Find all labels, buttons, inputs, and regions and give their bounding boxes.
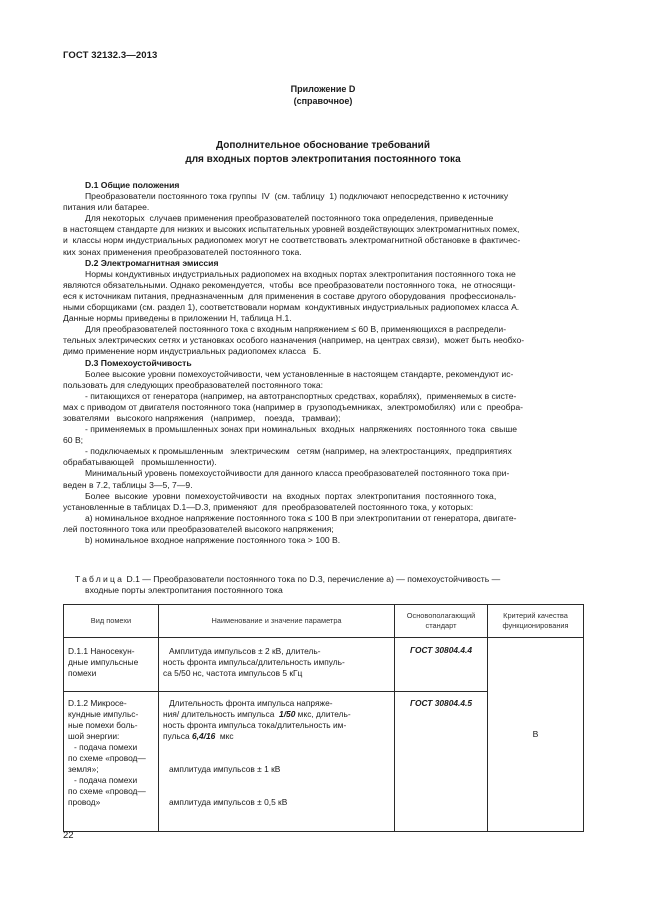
- text-line: Нормы кондуктивных индустриальных радиопомех на входных портах электропитания постоянного тока не: [85, 268, 516, 279]
- table-cell: D.1.2 Микросе- кундные импульс- ные помехи боль- шой энергии: - подача помехи по схеме «провод— земля»; - подача помехи по схеме «провод— провод»: [64, 692, 159, 832]
- text-line: Для некоторых случаев применения преобразователей постоянного тока определения, приведенные: [85, 213, 494, 224]
- column-header: Наименование и значение параметра: [159, 605, 395, 638]
- text-line: пользовать для следующих преобразователей постоянного тока:: [63, 379, 323, 390]
- page-number: 22: [63, 830, 74, 841]
- column-header: Основополагающий стандарт: [395, 605, 488, 638]
- table-cell: Амплитуда импульсов ± 2 кВ, длитель- ность фронта импульса/длительность импуль- са 5/50 нс, частота импульсов 5 кГц: [159, 638, 395, 692]
- criterion-cell: В: [488, 638, 584, 832]
- column-header: Критерий качества функционирования: [488, 605, 584, 638]
- text-line: - применяемых в промышленных зонах при номинальных входных напряжениях постоянного тока свыше: [85, 424, 518, 435]
- text-line: лей постоянного тока или преобразователей высокого напряжения;: [63, 523, 334, 534]
- column-header: Вид помехи: [64, 605, 159, 638]
- document-title-line2: для входных портов электропитания постоянного тока: [185, 154, 461, 165]
- text-line: еся к источникам питания, предназначенным для применения в составе другого оборудования профессиональ-: [63, 290, 517, 301]
- document-title-line1: Дополнительное обоснование требований: [216, 140, 430, 151]
- text-line: веден в 7.2, таблицы 3—5, 7—9.: [63, 479, 193, 490]
- section-d1: [63, 180, 593, 546]
- text-line: и классы норм индустриальных радиопомех могут не соответствовать электромагнитной обстановке в фактичес-: [63, 235, 521, 246]
- text-line: мах с приводом от двигателя постоянного тока (например в грузоподъемниках, электромобилях) или с преобра-: [63, 401, 523, 412]
- text-line: - подключаемых к промышленным электрическим сетям (например, на электростанциях, предприятиях: [85, 446, 512, 457]
- text-line: Преобразователи постоянного тока группы IV (см. таблицу 1) подключают непосредственно к источнику: [85, 191, 509, 202]
- text-line: Более высокие уровни помехоустойчивости, чем установленные в настоящем стандарте, рекомендуют ис-: [85, 368, 514, 379]
- text-line: Данные нормы приведены в приложении H, таблица H.1.: [63, 313, 292, 324]
- table-cell: Длительность фронта импульса напряже- ния/ длительность импульса 1/50 мкс, длитель- ность фронта импульса тока/длительность им- пульса 6,4/16 мкс амплитуда импульсов ± 1 кВ амплитуда импульсов ± 0,5 кВ: [159, 692, 395, 832]
- text-line: 60 В;: [63, 435, 84, 446]
- text-line: питания или батарее.: [63, 202, 150, 213]
- table-caption: Таблица D.1 — Преобразователи постоянного тока по D.3, перечисление а) — помехоустойчивость — входные порты электропитания постоянного тока: [75, 574, 501, 595]
- annex-title: Приложение D: [290, 84, 356, 94]
- text-line: тельных электрических сетях и установках особого назначения (например, на центрах связи), может быть необхо-: [63, 335, 525, 346]
- table-row: [64, 638, 584, 692]
- text-line: Для преобразователей постоянного тока с входным напряжением ≤ 60 В, применяющихся в распредели-: [85, 324, 507, 335]
- text-line: установленные в таблицах D.1—D.3, применяют для преобразователей постоянного тока, у которых:: [63, 501, 474, 512]
- text-line: в настоящем стандарте для низких и высоких испытательных уровней воздействующих электромагнитных помех,: [63, 224, 520, 235]
- section-heading: D.3 Помехоустойчивость: [85, 357, 192, 368]
- section-heading: D.1 Общие положения: [85, 180, 180, 190]
- annex-subtitle: (справочное): [293, 96, 353, 106]
- data-table: [63, 604, 584, 832]
- text-line: ких зонах применения преобразователей постоянного тока.: [63, 246, 302, 257]
- section-heading: D.2 Электромагнитная эмиссия: [85, 257, 219, 268]
- table-cell: ГОСТ 30804.4.5: [395, 692, 488, 832]
- table-header-row: [64, 605, 584, 638]
- text-line: являются обязательными. Однако рекомендуется, чтобы все преобразователи постоянного тока, не относящи-: [63, 279, 516, 290]
- text-line: Более высокие уровни помехоустойчивости на входных портах электропитания постоянного тока,: [85, 490, 497, 501]
- text-line: ными сборщиками (см. раздел 1), соответствовали нормам кондуктивных индустриальных радиопомех класса А.: [63, 302, 520, 313]
- table-cell: ГОСТ 30804.4.4: [395, 638, 488, 692]
- text-line: - питающихся от генератора (например, на автотранспортных средствах, кораблях), применяемых в систе-: [85, 390, 517, 401]
- text-line: обрабатывающей промышленности).: [63, 457, 217, 468]
- text-line: b) номинальное входное напряжение постоянного тока > 100 В.: [85, 535, 341, 545]
- text-line: димо применение норм индустриальных радиопомех класса Б.: [63, 346, 322, 357]
- table-caption-word: Таблица: [75, 574, 125, 584]
- text-line: зователями высокого напряжения (например, поезда, трамваи);: [63, 412, 341, 423]
- table-cell: D.1.1 Наносекун- дные импульсные помехи: [64, 638, 159, 692]
- text-line: а) номинальное входное напряжение постоянного тока ≤ 100 В при электропитании от генератора, двигате-: [85, 512, 517, 523]
- standard-designation: ГОСТ 32132.3—2013: [63, 50, 158, 61]
- text-line: Минимальный уровень помехоустойчивости для данного класса преобразователей постоянного тока при-: [85, 468, 510, 479]
